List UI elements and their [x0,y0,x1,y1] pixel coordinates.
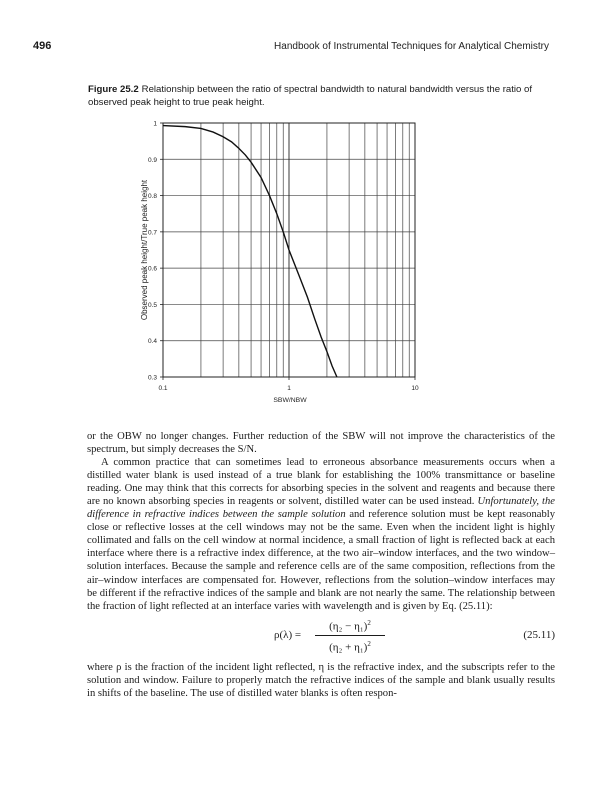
x-tick-label: 10 [411,385,419,392]
paragraph-3: where ρ is the fraction of the incident light reflected, η is the refractive index, and the subscripts refer to the solution and window. Failure to properly match the refractive indices of the sample and blank usually results in shifts of the baseline. The use of distilled water blanks is often respon- [87,661,555,699]
equation-25-11 [87,617,555,655]
body-text [87,430,555,700]
y-tick-label: 0.8 [147,193,157,201]
figure-caption [88,84,548,109]
y-tick-label: 0.6 [147,265,157,273]
paragraph-2-part-1: A common practice that can sometimes lead to erroneous absorbance measurements occurs when a distilled water blank is used instead of a true blank for establishing the 100% transmittance or baseline reading. One may think that this corrects for absorbing species in the solvent and reagents and because there are no known absorbing species in reagents or solvent, distilled water can be used instead. [87,457,555,508]
figure-chart [0,110,601,415]
paragraph-1: or the OBW no longer changes. Further reduction of the SBW will not improve the characteristics of the spectrum, but simply decreases the S/N. [87,431,555,456]
y-tick-label: 0.7 [147,229,157,237]
x-axis-label: SBW/NBW [273,397,307,404]
y-tick-label: 1 [153,120,157,128]
y-tick-labels [148,121,157,382]
x-tick-label: 1 [287,385,291,392]
series-line [163,126,337,377]
equation-denominator: $(\eta_2 + \eta_1)^2$ [329,640,371,655]
equation-lhs: ρ(λ) = [274,628,302,641]
paragraph-2 [87,456,555,613]
equation-fraction [315,617,385,655]
page-number: 496 [33,40,52,52]
y-axis-label: Observed peak height/True peak height [140,179,149,321]
paragraph-2-part-2: and reference solution must be kept reasonably close or reflective losses at the cell windows may not be the same. Even when the incident light is highly collimated and falls on the cell window at normal incidence, a small fraction of light is reflected back at each interface where there is a refractive index difference, at the two air–window interfaces, and the two window–solution interfaces. Because the sample and reference cells are of the same composition, reflections from the air–window interfaces are compensated for. However, reflections from the solution–window interfaces may be different if the refractive indices of the sample and blank are not nearly the same. The relationship between the fraction of light reflected at an interface varies with wavelength and is given by Eq. (25.11): [87,509,555,612]
paragraph-2-italic: Unfortunately, the difference in refractive indices between the sample solution [87,496,556,521]
y-tick-label: 0.9 [147,156,157,164]
x-tick-label: 0.1 [158,385,168,392]
y-tick-label: 0.3 [147,374,157,382]
x-tick-labels [158,385,419,392]
equation-numerator: $(\eta_2 - \eta_1)^2$ [329,618,371,633]
numerator-exponent: 2 [367,618,371,627]
figure-caption-text: Relationship between the ratio of spectral bandwidth to natural bandwidth versus the ratio of observed peak height to true peak height. [88,84,533,108]
running-head: Handbook of Instrumental Techniques for Analytical Chemistry [274,41,549,52]
y-tick-label: 0.5 [147,301,157,309]
y-tick-label: 0.4 [147,338,157,346]
minor-gridlines [201,123,409,377]
denominator-exponent: 2 [367,640,371,649]
figure-label: Figure 25.2 [88,84,139,95]
equation-number: (25.11) [523,628,555,641]
